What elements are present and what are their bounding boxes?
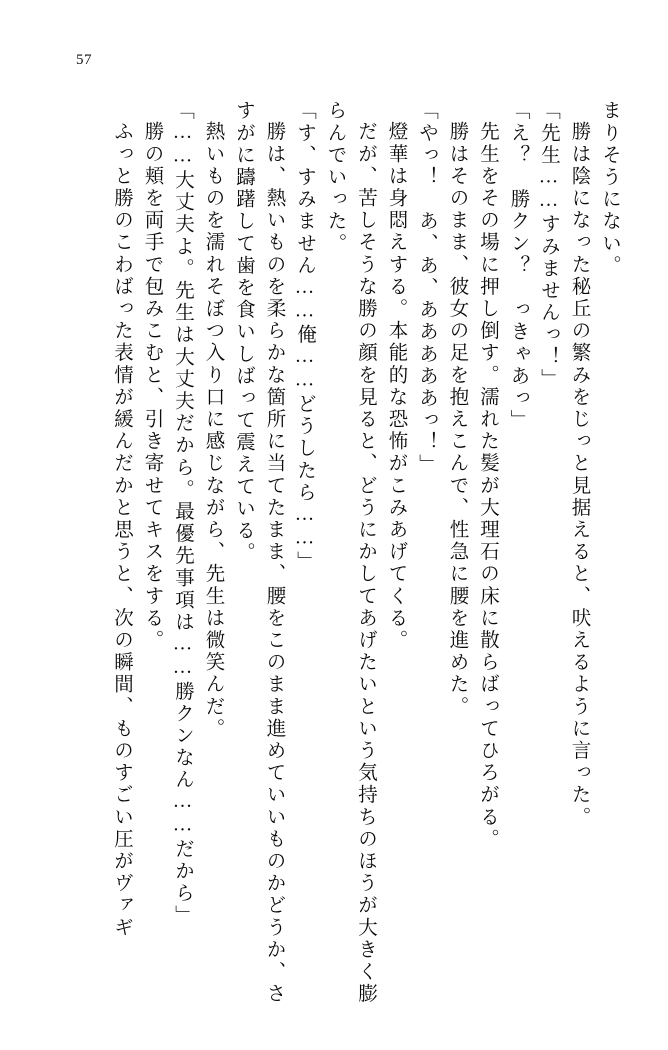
paragraph: 勝は、熱いものを柔らかな箇所に当てたまま、腰をこのまま進めていいものかどうか、さすがに躊躇して歯を食いしばって震えている。 [233,100,285,1005]
paragraph: 燈華は身悶えする。本能的な恐怖がこみあげてくる。 [385,121,407,652]
paragraph: 「やっ！ あ、あ、あああああっ！」 [416,100,437,476]
paragraph: 「え？ 勝クン？ っきゃあっ」 [507,100,529,432]
paragraph: まりそうにない。 [599,100,620,277]
paragraph: 熱いものを濡れそぼつ入り口に感じながら、先生は微笑んだ。 [202,121,224,740]
paragraph: ふっと勝のこわばった表情が緩んだかと思うと、次の瞬間、ものすごい圧がヴァギ [111,121,132,939]
paragraph: 勝はそのまま、彼女の足を抱えこんで、性急に腰を進めた。 [446,121,468,718]
paragraph: 勝の頬を両手で包みこむと、引き寄せてキスをする。 [141,121,163,652]
page-number: 57 [76,52,92,68]
paragraph: 「先生……すみませんっ！」 [538,100,559,391]
paragraph: 「す、すみません……俺……どうしたら……」 [294,100,315,574]
paragraph: 「……大丈夫よ。先生は大丈夫だから。最優先事項は……勝クンなん……だから」 [172,100,193,927]
paragraph: だが、苦しそうな勝の顔を見ると、どうにかしてあげたいという気持ちのほうが大きく膨らんでいった。 [324,100,376,1005]
page-body-text [44,100,624,1020]
paragraph: 先生をその場に押し倒す。濡れた髪が大理石の床に散らばってひろがる。 [477,121,498,851]
paragraph: 勝は陰になった秘丘の繁みをじっと見据えると、吠えるように言った。 [568,121,590,829]
